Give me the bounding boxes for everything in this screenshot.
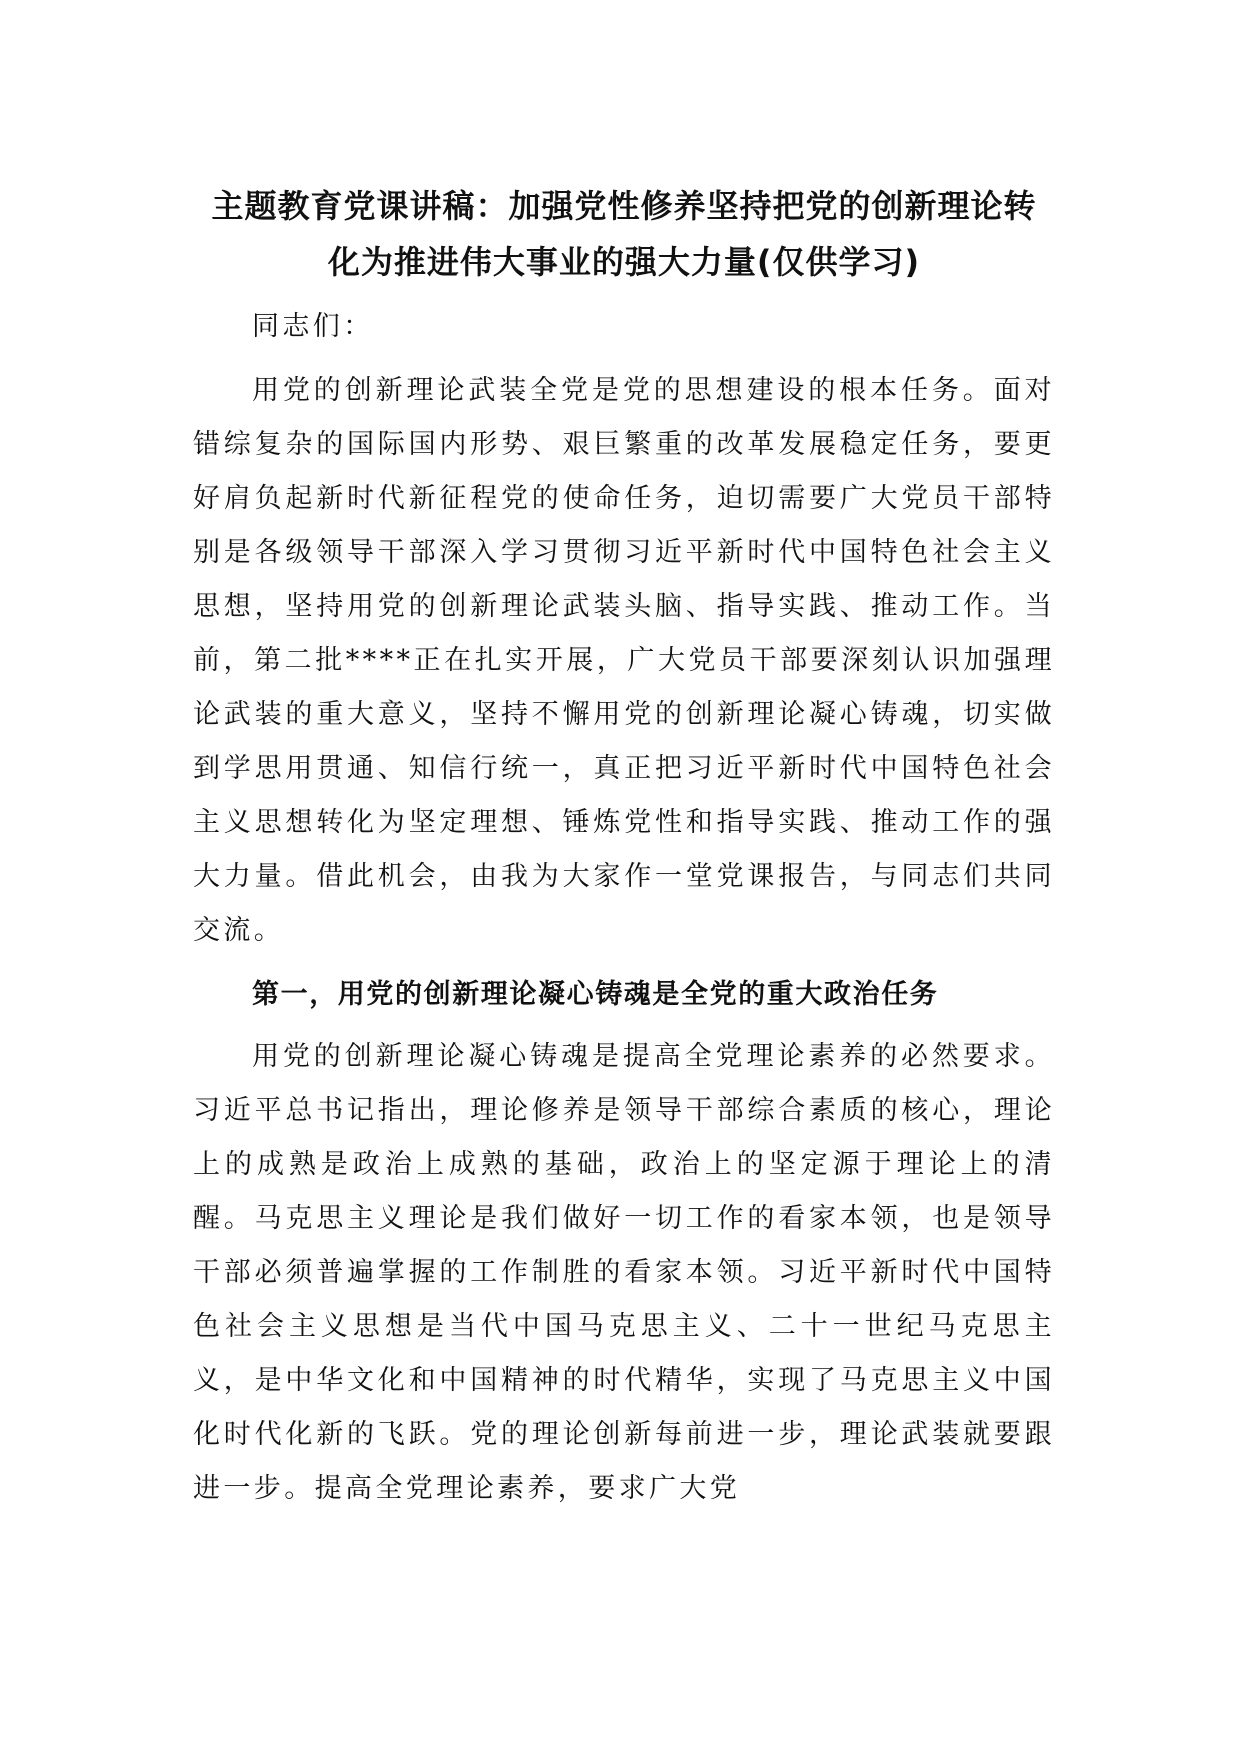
title-line-2: 化为推进伟大事业的强大力量(仅供学习): [327, 243, 921, 281]
intro-paragraph: 用党的创新理论武装全党是党的思想建设的根本任务。面对错综复杂的国际国内形势、艰巨繁重的改革发展稳定任务，要更好肩负起新时代新征程党的使命任务，迫切需要广大党员干部特别是各级领导干部深入学习贯彻习近平新时代中国特色社会主义思想，坚持用党的创新理论武装头脑、指导实践、推动工作。当前，第二批****正在扎实开展，广大党员干部要深刻认识加强理论武装的重大意义，坚持不懈用党的创新理论凝心铸魂，切实做到学思用贯通、知信行统一，真正把习近平新时代中国特色社会主义思想转化为坚定理想、锤炼党性和指导实践、推动工作的强大力量。借此机会，由我为大家作一堂党课报告，与同志们共同交流。: [193, 375, 1055, 946]
section-heading-1: 第一，用党的创新理论凝心铸魂是全党的重大政治任务: [252, 979, 939, 1010]
section-1-paragraph: 用党的创新理论凝心铸魂是提高全党理论素养的必然要求。习近平总书记指出，理论修养是领导干部综合素质的核心，理论上的成熟是政治上成熟的基础，政治上的坚定源于理论上的清醒。马克思主义理论是我们做好一切工作的看家本领，也是领导干部必须普遍掌握的工作制胜的看家本领。习近平新时代中国特色社会主义思想是当代中国马克思主义、二十一世纪马克思主义，是中华文化和中国精神的时代精华，实现了马克思主义中国化时代化新的飞跃。党的理论创新每前进一步，理论武装就要跟进一步。提高全党理论素养，要求广大党: [193, 1041, 1055, 1504]
document-body: [193, 178, 1055, 1516]
greeting: 同志们：: [252, 311, 374, 342]
document-title: [193, 178, 1055, 290]
title-line-1: 主题教育党课讲稿：加强党性修养坚持把党的创新理论转: [211, 187, 1037, 225]
